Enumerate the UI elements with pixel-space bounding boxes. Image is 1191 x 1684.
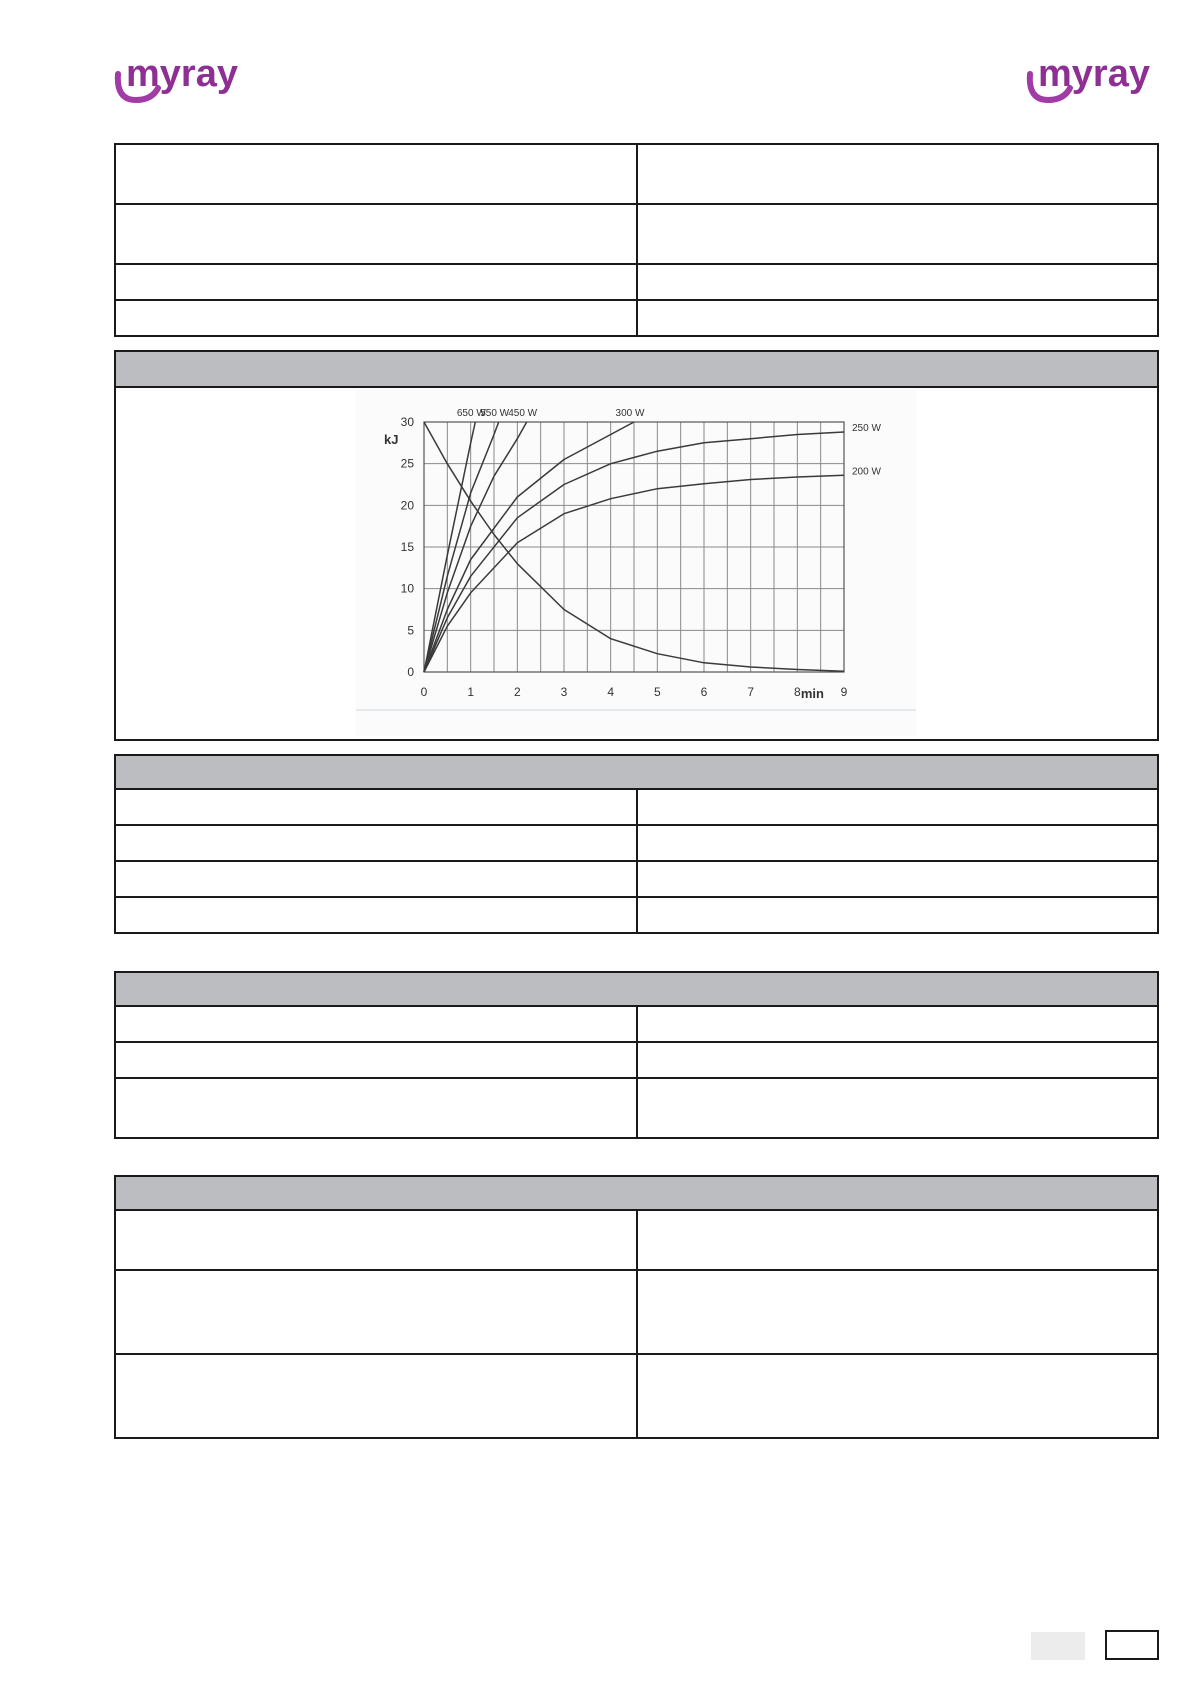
x-tick-label: 0 <box>420 685 428 699</box>
table-row <box>115 1006 1158 1042</box>
x-tick-label: 8 <box>793 685 801 699</box>
table-cell <box>637 1210 1159 1270</box>
spec-table-section-3 <box>114 1175 1159 1439</box>
x-tick-label: 1 <box>467 685 475 699</box>
table-row <box>115 861 1158 897</box>
section-header-row <box>115 1176 1158 1210</box>
table-row <box>115 1078 1158 1138</box>
table-cell <box>115 861 637 897</box>
brand-logo <box>112 52 262 112</box>
table-cell <box>115 1006 637 1042</box>
table-cell <box>115 264 637 300</box>
table-cell <box>637 204 1158 264</box>
page-marker <box>1031 1632 1085 1660</box>
table-cell <box>637 1354 1159 1438</box>
table-cell <box>115 1210 637 1270</box>
table-cell <box>115 1078 637 1138</box>
x-tick-label: 7 <box>747 685 755 699</box>
y-tick-label: 0 <box>407 665 414 679</box>
table-cell <box>637 144 1158 204</box>
spec-table-section-2 <box>114 971 1159 1139</box>
section-header <box>115 755 1158 789</box>
series-label: 450 W <box>508 408 538 419</box>
x-tick-label: 9 <box>840 685 848 699</box>
table-cell <box>115 897 637 933</box>
table-cell <box>115 204 637 264</box>
table-cell <box>115 1354 637 1438</box>
section-header <box>115 972 1158 1006</box>
spec-table-top <box>114 143 1159 337</box>
table-cell <box>637 897 1159 933</box>
chart-section <box>114 350 1159 741</box>
x-tick-label: 3 <box>560 685 568 699</box>
spec-table-section-1 <box>114 754 1159 934</box>
logo-text: myray <box>1038 53 1150 95</box>
table-row <box>115 204 1158 264</box>
series-label: 300 W <box>615 408 645 419</box>
x-tick-label: 6 <box>700 685 708 699</box>
series-label: 650 W <box>456 408 486 419</box>
section-header <box>116 352 1157 388</box>
series-label: 250 W <box>852 423 881 434</box>
page-number-box <box>1105 1630 1159 1660</box>
chart-svg <box>356 390 916 736</box>
section-header-row <box>115 755 1158 789</box>
series-label: 550 W <box>480 408 510 419</box>
table-row <box>115 300 1158 336</box>
table-row <box>115 1354 1158 1438</box>
table-cell <box>637 264 1158 300</box>
table-row <box>115 144 1158 204</box>
table-cell <box>115 1042 637 1078</box>
table-cell <box>115 1270 637 1354</box>
chart-background <box>356 390 916 736</box>
table-cell <box>637 1078 1159 1138</box>
table-row <box>115 1210 1158 1270</box>
table-cell <box>637 861 1159 897</box>
y-tick-label: 30 <box>400 415 414 429</box>
y-tick-label: 25 <box>400 456 414 471</box>
table-cell <box>637 789 1159 825</box>
y-tick-label: 5 <box>407 623 414 638</box>
table-cell <box>115 825 637 861</box>
section-header <box>115 1176 1158 1210</box>
table-cell <box>637 1006 1159 1042</box>
x-tick-label: 2 <box>513 685 521 699</box>
table-row <box>115 825 1158 861</box>
x-tick-label: 4 <box>607 685 615 699</box>
table-row <box>115 264 1158 300</box>
energy-chart <box>356 390 916 736</box>
y-axis-label: kJ <box>384 432 399 447</box>
section-header-row <box>115 972 1158 1006</box>
logo-text: myray <box>126 53 238 95</box>
table-cell <box>115 300 637 336</box>
table-cell <box>115 789 637 825</box>
x-tick-label: 5 <box>653 685 661 699</box>
table-cell <box>637 300 1158 336</box>
table-row <box>115 789 1158 825</box>
table-cell <box>637 1042 1159 1078</box>
table-cell <box>637 1270 1159 1354</box>
y-tick-label: 20 <box>400 498 414 513</box>
table-row <box>115 897 1158 933</box>
series-label: 200 W <box>852 466 881 478</box>
brand-logo <box>1024 52 1174 112</box>
y-tick-label: 15 <box>400 540 414 554</box>
table-row <box>115 1270 1158 1354</box>
table-cell <box>115 144 637 204</box>
x-axis-label: min <box>800 686 824 701</box>
table-cell <box>637 825 1159 861</box>
table-row <box>115 1042 1158 1078</box>
y-tick-label: 10 <box>400 581 414 596</box>
